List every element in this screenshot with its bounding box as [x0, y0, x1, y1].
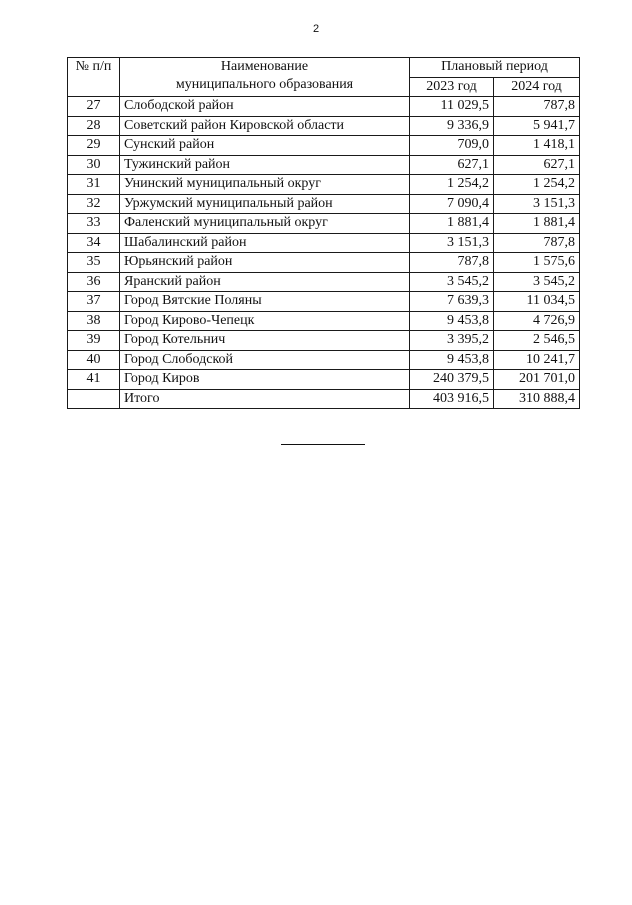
row-value-2024: 1 254,2	[494, 175, 580, 195]
row-num: 35	[68, 253, 120, 273]
table-row	[68, 253, 580, 273]
row-name: Советский район Кировской области	[120, 116, 410, 136]
table-row	[68, 370, 580, 390]
row-name: Сунский район	[120, 136, 410, 156]
row-num: 32	[68, 194, 120, 214]
row-value-2023: 9 453,8	[410, 350, 494, 370]
table-row	[68, 350, 580, 370]
row-name: Шабалинский район	[120, 233, 410, 253]
row-num: 28	[68, 116, 120, 136]
row-num: 34	[68, 233, 120, 253]
table-row	[68, 311, 580, 331]
allocation-table	[67, 57, 580, 409]
table-row	[68, 116, 580, 136]
row-num: 38	[68, 311, 120, 331]
row-value-2024: 11 034,5	[494, 292, 580, 312]
row-value-2023: 7 090,4	[410, 194, 494, 214]
total-value-2023: 403 916,5	[410, 389, 494, 409]
header-year-2024: 2024 год	[494, 77, 580, 97]
row-value-2023: 3 545,2	[410, 272, 494, 292]
row-value-2024: 3 545,2	[494, 272, 580, 292]
row-name: Уржумский муниципальный район	[120, 194, 410, 214]
table-row	[68, 214, 580, 234]
header-num: № п/п	[68, 58, 120, 97]
total-num-cell	[68, 389, 120, 409]
table-row	[68, 155, 580, 175]
row-name: Город Вятские Поляны	[120, 292, 410, 312]
row-value-2024: 787,8	[494, 97, 580, 117]
total-value-2024: 310 888,4	[494, 389, 580, 409]
row-num: 30	[68, 155, 120, 175]
row-value-2023: 9 336,9	[410, 116, 494, 136]
table-row	[68, 331, 580, 351]
row-value-2024: 1 881,4	[494, 214, 580, 234]
row-name: Слободской район	[120, 97, 410, 117]
header-name-line2: муниципального образования	[175, 77, 354, 92]
table-row	[68, 272, 580, 292]
row-value-2024: 2 546,5	[494, 331, 580, 351]
header-name	[120, 58, 410, 97]
row-num: 40	[68, 350, 120, 370]
row-value-2023: 240 379,5	[410, 370, 494, 390]
row-num: 33	[68, 214, 120, 234]
row-name: Город Слободской	[120, 350, 410, 370]
row-name: Город Кирово-Чепецк	[120, 311, 410, 331]
row-num: 29	[68, 136, 120, 156]
row-name: Фаленский муниципальный округ	[120, 214, 410, 234]
total-label: Итого	[120, 389, 410, 409]
row-value-2023: 7 639,3	[410, 292, 494, 312]
page-number: 2	[312, 23, 320, 35]
row-num: 41	[68, 370, 120, 390]
table-row	[68, 175, 580, 195]
row-value-2023: 1 254,2	[410, 175, 494, 195]
end-divider-line	[281, 444, 365, 445]
row-value-2023: 709,0	[410, 136, 494, 156]
row-num: 31	[68, 175, 120, 195]
row-value-2023: 3 151,3	[410, 233, 494, 253]
table-row	[68, 136, 580, 156]
row-value-2024: 1 418,1	[494, 136, 580, 156]
row-name: Унинский муниципальный округ	[120, 175, 410, 195]
row-name: Город Котельнич	[120, 331, 410, 351]
row-value-2024: 10 241,7	[494, 350, 580, 370]
row-value-2024: 787,8	[494, 233, 580, 253]
header-period: Плановый период	[410, 58, 580, 78]
table-row	[68, 292, 580, 312]
row-name: Город Киров	[120, 370, 410, 390]
row-value-2024: 5 941,7	[494, 116, 580, 136]
row-value-2024: 3 151,3	[494, 194, 580, 214]
row-num: 36	[68, 272, 120, 292]
header-name-line1: Наименование	[220, 59, 309, 74]
row-num: 37	[68, 292, 120, 312]
row-name: Юрьянский район	[120, 253, 410, 273]
table-body	[68, 97, 580, 409]
row-value-2023: 9 453,8	[410, 311, 494, 331]
row-num: 39	[68, 331, 120, 351]
row-value-2024: 201 701,0	[494, 370, 580, 390]
row-name: Яранский район	[120, 272, 410, 292]
row-value-2024: 4 726,9	[494, 311, 580, 331]
header-year-2023: 2023 год	[410, 77, 494, 97]
table-row	[68, 97, 580, 117]
table-row	[68, 233, 580, 253]
row-name: Тужинский район	[120, 155, 410, 175]
total-row	[68, 389, 580, 409]
row-value-2023: 787,8	[410, 253, 494, 273]
row-value-2023: 627,1	[410, 155, 494, 175]
row-value-2023: 11 029,5	[410, 97, 494, 117]
row-value-2023: 1 881,4	[410, 214, 494, 234]
table-row	[68, 194, 580, 214]
row-num: 27	[68, 97, 120, 117]
row-value-2023: 3 395,2	[410, 331, 494, 351]
header-row-1	[68, 58, 580, 78]
row-value-2024: 627,1	[494, 155, 580, 175]
row-value-2024: 1 575,6	[494, 253, 580, 273]
